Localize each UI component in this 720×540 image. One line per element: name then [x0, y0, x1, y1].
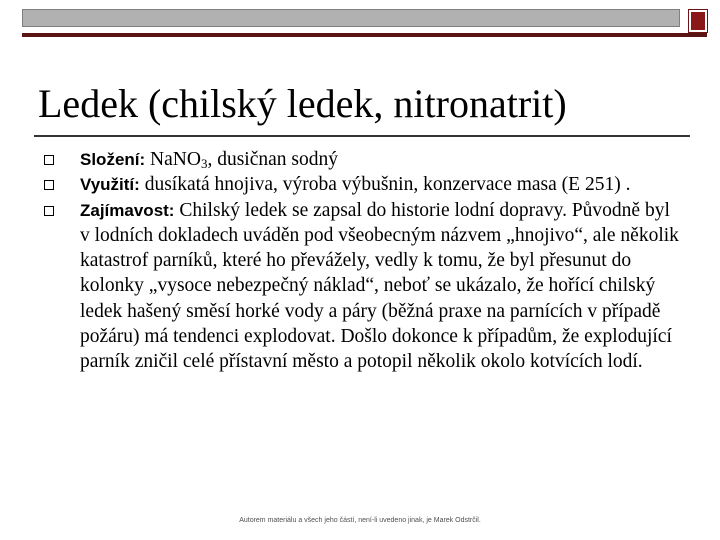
slide-top-decoration [0, 0, 720, 34]
square-bullet-icon [44, 155, 54, 165]
item-text: Chilský ledek se zapsal do historie lodní dopravy. Původně byl v lodních dokladech uváděn pod všeobecným názvem „hnojivo“, ale několik katastrof parníků, které ho převážely, vedly k tomu, že byl přesunut do kolonky „vysoce nebezpečný náklad“, neboť se ukázalo, že hořící chilský ledek hašený směsí horké vody a páry (běžná praxe na parnících v případě požáru) má tendenci explodovat. Došlo dokonce k případům, že explodující parník zničil celé přístavní město a potopil několik okolo kotvících lodí. [80, 199, 679, 373]
item-text: Na [145, 149, 173, 170]
top-dark-red-bar [22, 33, 707, 37]
top-right-square [688, 9, 708, 33]
item-text: dusíkatá hnojiva, výroba výbušnin, konzervace masa (E 251) . [139, 174, 631, 196]
item-label: Zajímavost: [80, 200, 175, 220]
item-text: NO [172, 149, 201, 170]
list-item-zajimavost [44, 198, 684, 375]
square-bullet-icon [44, 206, 54, 216]
item-label: Složení: [80, 150, 146, 169]
item-text: , dusičnan sodný [207, 149, 338, 170]
subscript: 3 [200, 156, 208, 171]
title-divider [34, 135, 690, 137]
item-label: Využití: [80, 175, 140, 195]
list-item-slozeni [44, 147, 684, 172]
list-item-vyuziti [44, 172, 684, 197]
slide-content [44, 147, 684, 375]
top-right-square-fill [691, 12, 705, 30]
square-bullet-icon [44, 180, 54, 190]
slide-footer: Autorem materiálu a všech jeho částí, není-li uvedeno jinak, je Marek Odstrčil. [239, 517, 481, 524]
top-gray-box [22, 9, 680, 27]
slide-title: Ledek (chilský ledek, nitronatrit) [38, 81, 567, 126]
